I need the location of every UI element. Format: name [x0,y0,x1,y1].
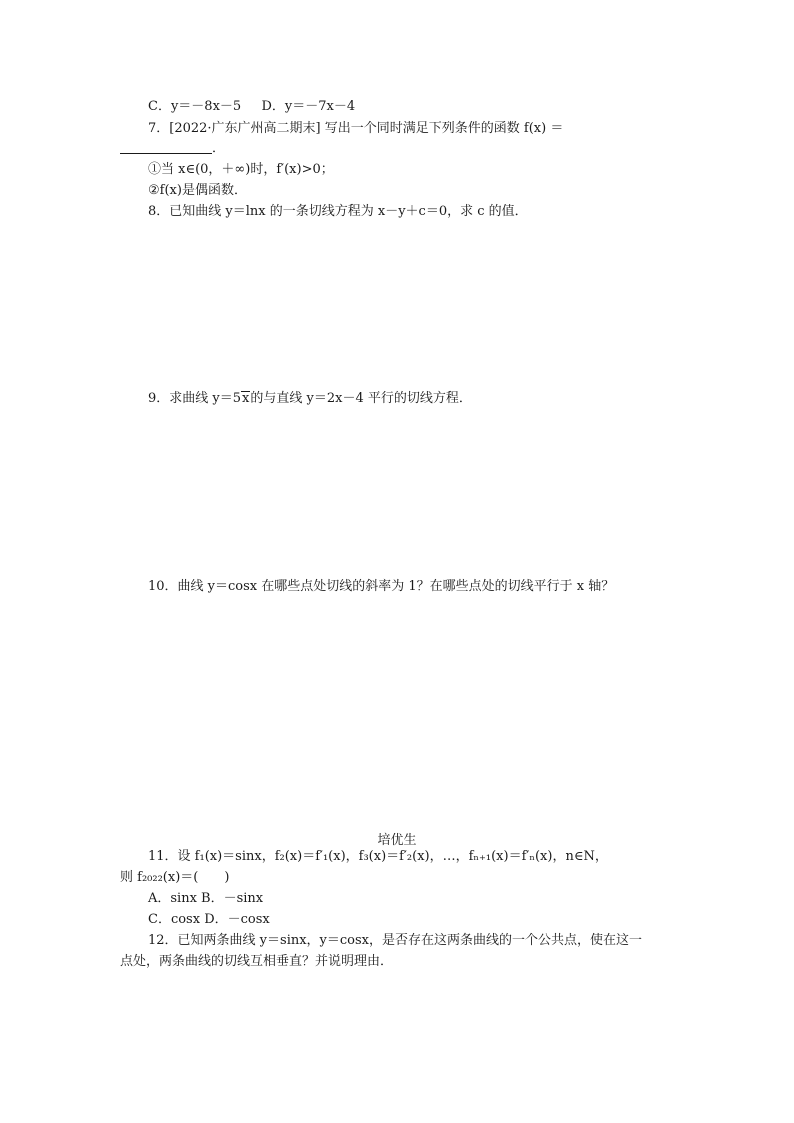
section-title: 培优生 [377,833,417,848]
q9-text [148,391,472,407]
q11-option-ab: A．sinx B．－sinx [148,891,264,906]
q11-line-2: 则 f₂₀₂₂(x)＝( ) [120,870,230,885]
q7-answer-blank-line [120,141,225,157]
q7-stem [148,121,563,137]
q9-radicand: x [242,391,250,406]
q12-line-1: 12．已知两条曲线 y＝sinx，y＝cosx，是否存在这两条曲线的一个公共点，使在这一 [148,933,643,948]
q6-option-d-expr: y＝－7x－4 [284,99,356,114]
q7-condition-2: ②f(x)是偶函数． [148,183,247,198]
q6-option-d-label: D． [261,99,285,114]
q8-text: 8．已知曲线 y＝lnx 的一条切线方程为 x－y＋c＝0，求 c 的值． [148,204,528,219]
q7-stem-text: 7．[2022·广东广州高二期末] 写出一个同时满足下列条件的函数 f(x) ＝ [148,121,564,136]
q10-text: 10．曲线 y＝cosx 在哪些点处切线的斜率为 1？在哪些点处的切线平行于 x 轴？ [148,579,615,594]
q9-prefix: 9．求曲线 y＝5 [148,391,242,406]
q12-line-2: 点处，两条曲线的切线互相垂直？并说明理由． [120,954,394,969]
q9-suffix: 的与直线 y＝2x－4 平行的切线方程． [250,391,472,406]
q7-blank-period: ． [212,141,226,156]
q11-option-cd: C．cosx D．－cosx [148,912,270,927]
q9-sqrt [241,391,250,405]
q11-line-1: 11．设 f₁(x)＝sinx，f₂(x)＝f′₁(x)，f₃(x)＝f′₂(x)，…，fₙ₊₁(x)＝f′ₙ(x)，n∈N， [148,849,608,864]
q6-options-cd [148,99,355,115]
q7-condition-1: ①当 x∈(0，＋∞)时，f′(x)>0； [148,162,334,177]
q6-option-c-label: C． [148,99,171,114]
q7-answer-blank[interactable] [120,141,212,154]
q6-option-c-expr: y＝－8x－5 [170,99,242,114]
